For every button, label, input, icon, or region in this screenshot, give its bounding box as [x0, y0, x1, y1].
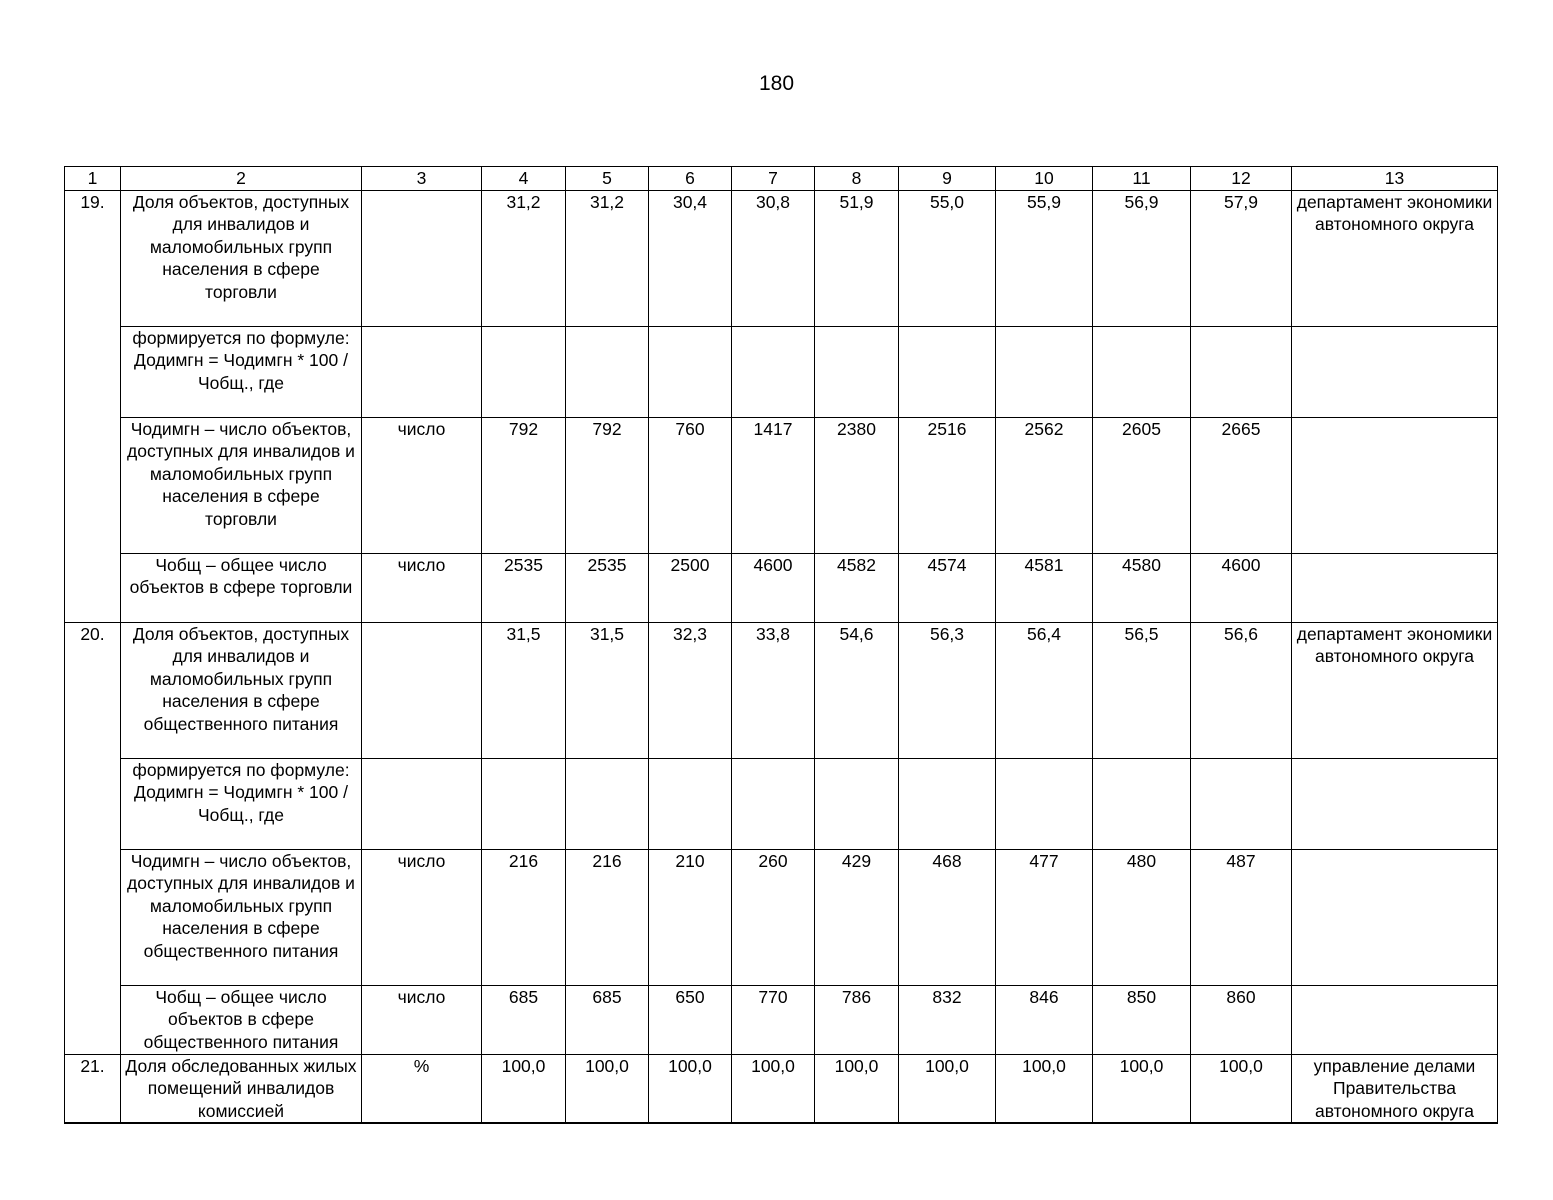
value-cell: 792	[482, 417, 566, 553]
header-cell: 8	[815, 167, 899, 191]
table-header-row	[65, 167, 1498, 191]
value-cell: 2562	[996, 417, 1093, 553]
value-cell: 760	[649, 417, 732, 553]
responsible-cell	[1292, 326, 1498, 417]
responsible-cell	[1292, 849, 1498, 985]
value-cell: 4582	[815, 553, 899, 622]
responsible-cell: департамент экономики автономного округа	[1292, 190, 1498, 326]
value-cell: 100,0	[732, 1054, 815, 1123]
value-cell: 100,0	[815, 1054, 899, 1123]
value-cell: 2500	[649, 553, 732, 622]
unit-cell: число	[362, 849, 482, 985]
value-cell	[899, 758, 996, 849]
table-row	[65, 190, 1498, 326]
indicator-cell: Доля объектов, доступных для инвалидов и маломобильных групп населения в сфере торговли	[121, 190, 362, 326]
value-cell: 216	[482, 849, 566, 985]
value-cell	[815, 326, 899, 417]
header-cell: 3	[362, 167, 482, 191]
header-cell: 6	[649, 167, 732, 191]
indicator-cell: Доля объектов, доступных для инвалидов и маломобильных групп населения в сфере общественного питания	[121, 622, 362, 758]
value-cell: 30,4	[649, 190, 732, 326]
table-row	[65, 758, 1498, 849]
unit-cell	[362, 190, 482, 326]
responsible-cell	[1292, 553, 1498, 622]
value-cell: 100,0	[482, 1054, 566, 1123]
value-cell: 477	[996, 849, 1093, 985]
value-cell: 770	[732, 985, 815, 1054]
value-cell: 2605	[1093, 417, 1191, 553]
value-cell: 685	[566, 985, 649, 1054]
responsible-cell	[1292, 417, 1498, 553]
value-cell	[996, 758, 1093, 849]
value-cell: 31,5	[566, 622, 649, 758]
value-cell: 650	[649, 985, 732, 1054]
value-cell: 4581	[996, 553, 1093, 622]
value-cell: 846	[996, 985, 1093, 1054]
responsible-cell	[1292, 758, 1498, 849]
value-cell	[566, 326, 649, 417]
value-cell	[649, 758, 732, 849]
table-row	[65, 849, 1498, 985]
value-cell	[996, 326, 1093, 417]
table-row	[65, 1054, 1498, 1123]
value-cell: 54,6	[815, 622, 899, 758]
value-cell: 56,6	[1191, 622, 1292, 758]
value-cell: 850	[1093, 985, 1191, 1054]
value-cell	[1191, 326, 1292, 417]
value-cell: 832	[899, 985, 996, 1054]
responsible-cell: департамент экономики автономного округа	[1292, 622, 1498, 758]
value-cell: 55,9	[996, 190, 1093, 326]
header-cell: 9	[899, 167, 996, 191]
indicator-cell: Чодимгн – число объектов, доступных для инвалидов и маломобильных групп населения в сфере общественного питания	[121, 849, 362, 985]
value-cell	[482, 758, 566, 849]
value-cell: 2380	[815, 417, 899, 553]
unit-cell: число	[362, 553, 482, 622]
header-cell: 12	[1191, 167, 1292, 191]
value-cell: 30,8	[732, 190, 815, 326]
value-cell	[649, 326, 732, 417]
indicator-cell: формируется по формуле: Додимгн = Чодимгн * 100 / Чобщ., где	[121, 326, 362, 417]
header-cell: 5	[566, 167, 649, 191]
value-cell: 792	[566, 417, 649, 553]
value-cell	[1093, 758, 1191, 849]
unit-cell	[362, 622, 482, 758]
value-cell: 56,9	[1093, 190, 1191, 326]
value-cell: 4574	[899, 553, 996, 622]
table-row	[65, 553, 1498, 622]
value-cell: 260	[732, 849, 815, 985]
value-cell: 2516	[899, 417, 996, 553]
value-cell: 2535	[566, 553, 649, 622]
value-cell: 33,8	[732, 622, 815, 758]
responsible-cell: управление делами Правительства автономного округа	[1292, 1054, 1498, 1123]
value-cell: 56,5	[1093, 622, 1191, 758]
value-cell: 56,3	[899, 622, 996, 758]
value-cell: 480	[1093, 849, 1191, 985]
value-cell: 56,4	[996, 622, 1093, 758]
value-cell	[1191, 758, 1292, 849]
value-cell: 2665	[1191, 417, 1292, 553]
value-cell: 100,0	[1093, 1054, 1191, 1123]
value-cell: 31,5	[482, 622, 566, 758]
value-cell: 31,2	[482, 190, 566, 326]
row-number-cell: 21.	[65, 1054, 121, 1123]
header-cell: 7	[732, 167, 815, 191]
indicator-cell: Чобщ – общее число объектов в сфере торговли	[121, 553, 362, 622]
value-cell: 31,2	[566, 190, 649, 326]
value-cell: 57,9	[1191, 190, 1292, 326]
value-cell: 216	[566, 849, 649, 985]
value-cell: 100,0	[899, 1054, 996, 1123]
value-cell: 487	[1191, 849, 1292, 985]
indicator-cell: Чодимгн – число объектов, доступных для инвалидов и маломобильных групп населения в сфере торговли	[121, 417, 362, 553]
table-row	[65, 417, 1498, 553]
unit-cell: число	[362, 417, 482, 553]
table-row	[65, 622, 1498, 758]
row-number-cell: 20.	[65, 622, 121, 1054]
row-number-cell: 19.	[65, 190, 121, 622]
value-cell	[732, 326, 815, 417]
value-cell: 55,0	[899, 190, 996, 326]
header-cell: 10	[996, 167, 1093, 191]
unit-cell	[362, 326, 482, 417]
unit-cell: число	[362, 985, 482, 1054]
value-cell	[732, 758, 815, 849]
value-cell: 210	[649, 849, 732, 985]
value-cell: 32,3	[649, 622, 732, 758]
responsible-cell	[1292, 985, 1498, 1054]
value-cell: 1417	[732, 417, 815, 553]
unit-cell	[362, 758, 482, 849]
header-cell: 2	[121, 167, 362, 191]
header-cell: 11	[1093, 167, 1191, 191]
value-cell: 2535	[482, 553, 566, 622]
value-cell: 4580	[1093, 553, 1191, 622]
value-cell: 51,9	[815, 190, 899, 326]
value-cell: 100,0	[566, 1054, 649, 1123]
indicator-cell: формируется по формуле: Додимгн = Чодимгн * 100 / Чобщ., где	[121, 758, 362, 849]
value-cell: 786	[815, 985, 899, 1054]
value-cell: 100,0	[1191, 1054, 1292, 1123]
value-cell	[566, 758, 649, 849]
value-cell: 4600	[1191, 553, 1292, 622]
value-cell: 468	[899, 849, 996, 985]
indicator-cell: Чобщ – общее число объектов в сфере общественного питания	[121, 985, 362, 1054]
value-cell: 860	[1191, 985, 1292, 1054]
value-cell	[899, 326, 996, 417]
table-row	[65, 985, 1498, 1054]
value-cell: 4600	[732, 553, 815, 622]
value-cell: 429	[815, 849, 899, 985]
value-cell: 100,0	[649, 1054, 732, 1123]
value-cell: 100,0	[996, 1054, 1093, 1123]
indicator-cell: Доля обследованных жилых помещений инвалидов комиссией	[121, 1054, 362, 1123]
value-cell	[815, 758, 899, 849]
unit-cell: %	[362, 1054, 482, 1123]
value-cell	[1093, 326, 1191, 417]
header-cell: 1	[65, 167, 121, 191]
header-cell: 4	[482, 167, 566, 191]
page-number: 180	[758, 72, 795, 95]
table-row	[65, 326, 1498, 417]
value-cell: 685	[482, 985, 566, 1054]
value-cell	[482, 326, 566, 417]
indicators-table	[64, 166, 1498, 1124]
header-cell: 13	[1292, 167, 1498, 191]
